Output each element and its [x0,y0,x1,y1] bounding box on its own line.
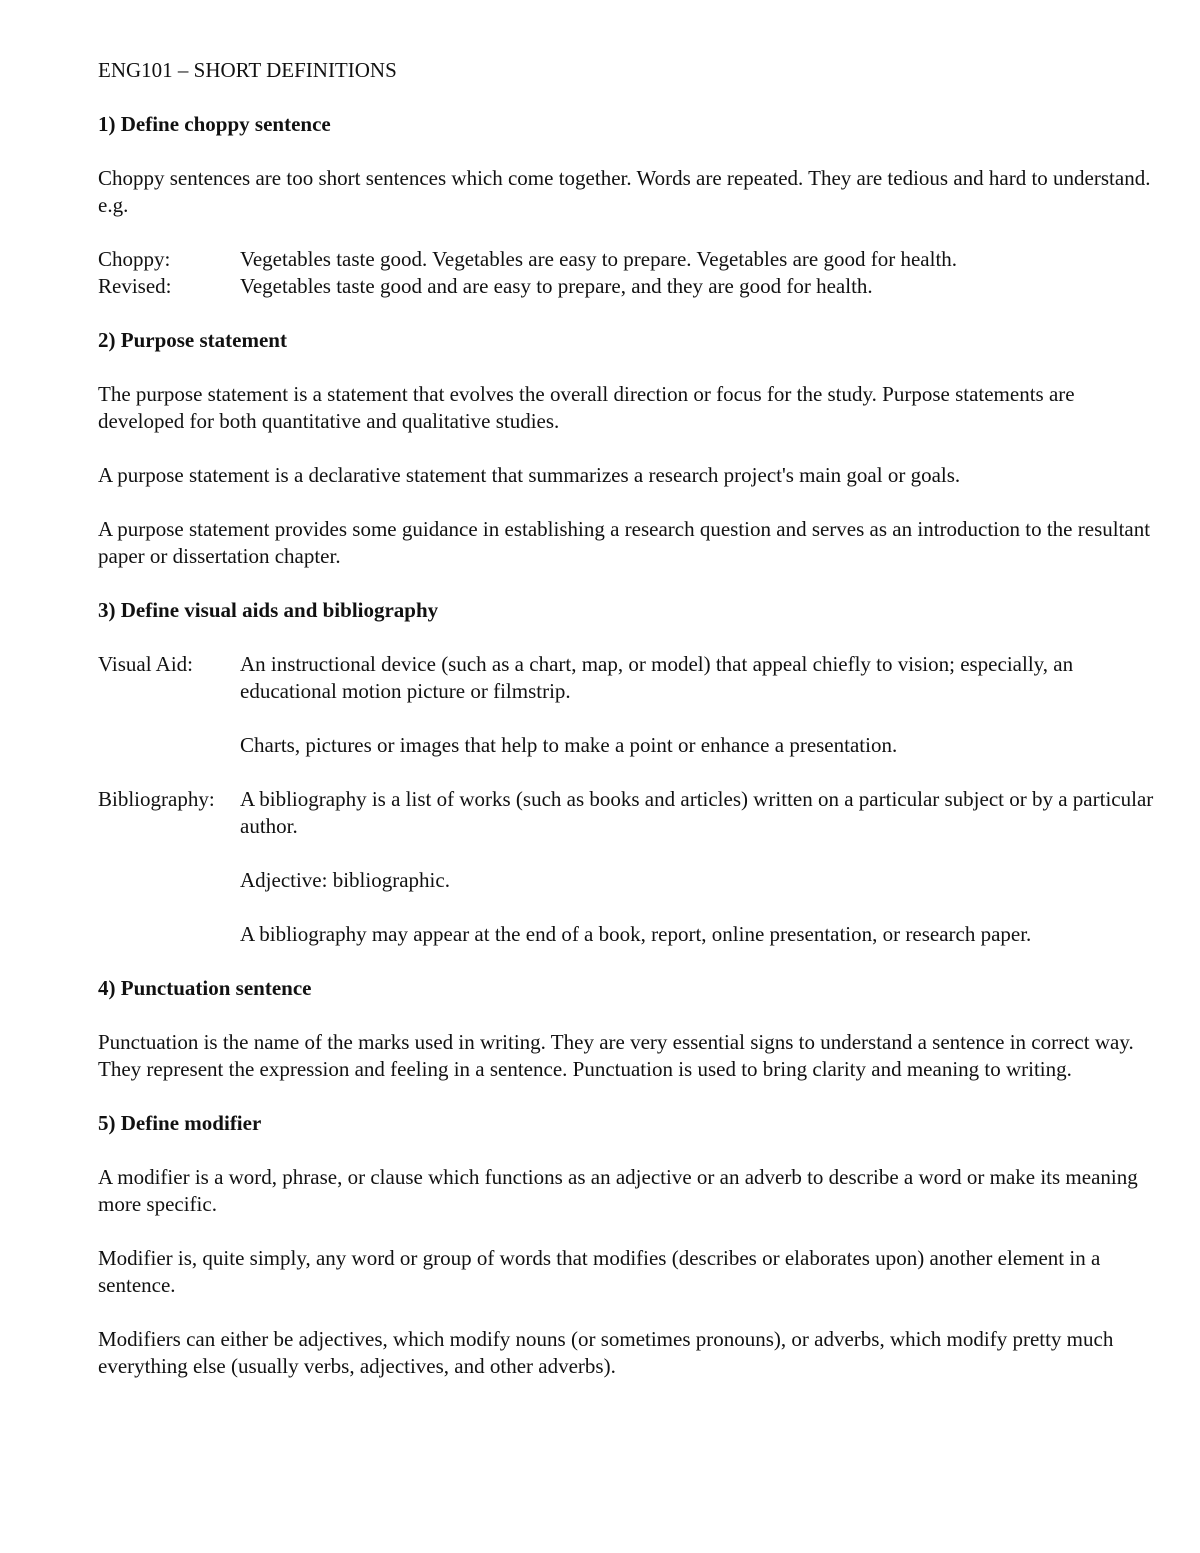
section-5-paragraph-3: Modifiers can either be adjectives, which modify nouns (or sometimes pronouns), or adverbs, which modify pretty much everything else (usually verbs, adjectives, and other adverbs). [98,1327,1114,1378]
spacer [98,354,1158,381]
spacer [98,219,1158,246]
spacer [98,948,1158,975]
spacer [98,1083,1158,1110]
document-title: ENG101 – SHORT DEFINITIONS [98,58,397,82]
revised-text: Vegetables taste good and are easy to prepare, and they are good for health. [240,274,873,298]
visual-aid-label: Visual Aid: [98,652,193,676]
section-5-heading: 5) Define modifier [98,1111,262,1135]
spacer [98,624,1158,651]
section-4-paragraph: Punctuation is the name of the marks used in writing. They are very essential signs to understand a sentence in correct way. They represent the expression and feeling in a sentence. Punctuation is used to bring clarity and meaning to writing. [98,1030,1134,1081]
bibliography-label: Bibliography: [98,787,215,811]
spacer [98,435,1158,462]
spacer [98,1299,1158,1326]
section-1-paragraph: Choppy sentences are too short sentences which come together. Words are repeated. They are tedious and hard to understand. e.g. [98,166,1151,217]
section-5-paragraph-2: Modifier is, quite simply, any word or group of words that modifies (describes or elaborates upon) another element in a sentence. [98,1246,1101,1297]
choppy-label: Choppy: [98,247,171,271]
section-2-paragraph-1: The purpose statement is a statement that evolves the overall direction or focus for the study. Purpose statements are developed for both quantitative and qualitative studies. [98,382,1075,433]
spacer [98,489,1158,516]
visual-aid-definition-1: An instructional device (such as a chart, map, or model) that appeal chiefly to vision; especially, an educational motion picture or filmstrip. [240,652,1074,703]
section-2-paragraph-2: A purpose statement is a declarative statement that summarizes a research project's main goal or goals. [98,463,961,487]
choppy-text: Vegetables taste good. Vegetables are easy to prepare. Vegetables are good for health. [240,247,958,271]
section-3-heading: 3) Define visual aids and bibliography [98,598,439,622]
bibliography-definition-1: A bibliography is a list of works (such as books and articles) written on a particular subject or by a particular author. [240,787,1154,838]
section-4-heading: 4) Punctuation sentence [98,976,312,1000]
spacer [98,894,1158,921]
section-1-heading: 1) Define choppy sentence [98,112,331,136]
spacer [98,1002,1158,1029]
revised-label: Revised: [98,274,172,298]
spacer [98,705,1158,732]
document-page [98,57,1158,1380]
spacer [98,759,1158,786]
spacer [98,300,1158,327]
visual-aid-row [98,651,1158,705]
bibliography-definition-3: A bibliography may appear at the end of a book, report, online presentation, or research paper. [240,922,1032,946]
spacer [98,1137,1158,1164]
visual-aid-definition-2: Charts, pictures or images that help to make a point or enhance a presentation. [240,733,898,757]
spacer [98,570,1158,597]
choppy-example-row [98,246,1158,273]
bibliography-row [98,786,1158,840]
section-2-heading: 2) Purpose statement [98,328,287,352]
bibliography-definition-2: Adjective: bibliographic. [240,868,450,892]
spacer [98,840,1158,867]
revised-example-row [98,273,1158,300]
spacer [98,84,1158,111]
spacer [98,1218,1158,1245]
spacer [98,138,1158,165]
section-5-paragraph-1: A modifier is a word, phrase, or clause which functions as an adjective or an adverb to describe a word or make its meaning more specific. [98,1165,1138,1216]
section-2-paragraph-3: A purpose statement provides some guidance in establishing a research question and serves as an introduction to the resultant paper or dissertation chapter. [98,517,1151,568]
